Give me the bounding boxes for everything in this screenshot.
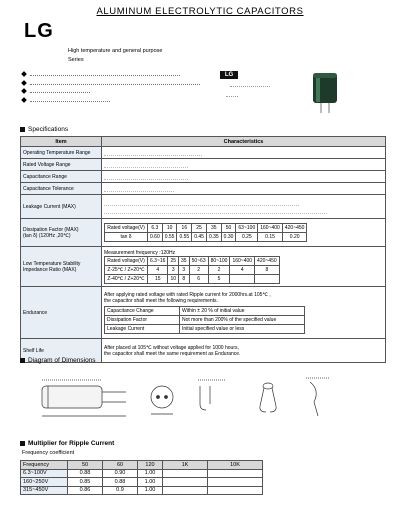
table-cell: 0.20: [282, 233, 307, 242]
series-description-line2: Series: [68, 57, 84, 63]
table-cell: 2: [189, 265, 208, 274]
bullet-icon: [21, 97, 27, 103]
col-characteristics: Characteristics: [102, 137, 386, 147]
dissipation-factor-table: Rated voltage(V) 6.3 10 16 25 35 50 63~100 160~400 420~450 tan δ 0.60 0.55 0.55 0.45 0.35 0.30 0.25 0.15 0.20: [104, 223, 307, 242]
low-temp-table: Rated voltage(V) 6.3~16 25 35 50~63 80~100 160~400 420~450 Z-25℃ / Z+20℃ 4 3 3 2 2 4 8 Z-40℃ / Z+20℃ 15 10 8 6 5: [104, 256, 280, 284]
table-cell: 420~450: [255, 256, 280, 265]
section-marker-icon: [20, 441, 25, 446]
row-shelf-life: Shelf Life: [21, 339, 102, 363]
table-cell: 6.3~16: [148, 256, 168, 265]
table-row: 6.3~100V 0.88 0.90 1.00: [21, 469, 263, 478]
series-badge: LG: [220, 71, 238, 79]
shelf-line1: After placed at 105℃ without voltage applied for 1000 hours,: [104, 344, 239, 351]
dimensions-heading: Diagram of Dimensions: [20, 357, 96, 364]
section-marker-icon: [20, 358, 25, 363]
section-marker-icon: [20, 127, 25, 132]
table-cell: 25: [192, 224, 207, 233]
row-tolerance: Capacitance Tolerance: [21, 183, 102, 195]
row-endurance: Endurance: [21, 287, 102, 339]
table-cell: [230, 274, 255, 283]
table-cell: 3: [179, 265, 190, 274]
table-cell: 160~400: [230, 256, 255, 265]
bullet-icon: [21, 71, 27, 77]
ripple-subheading: Frequency coefficient: [22, 450, 75, 456]
table-cell: 0.30: [221, 233, 236, 242]
table-cell: 35: [206, 224, 221, 233]
shelf-line2: the capacitor shall meet the same requirement as Endurance.: [104, 350, 241, 357]
row-low-temp: Low Temperature Stability Impedance Ratio (MAX): [21, 247, 102, 287]
table-cell: 0.15: [258, 233, 283, 242]
table-cell: 8: [179, 274, 190, 283]
table-row: 160~250V 0.85 0.88 1.00: [21, 478, 263, 487]
table-row: 315~450V 0.86 0.9 1.00: [21, 486, 263, 495]
table-cell: 0.55: [177, 233, 192, 242]
series-description-line1: High temperature and general purpose: [68, 48, 163, 54]
specifications-heading: Specifications: [20, 126, 68, 133]
capacitor-photo: [310, 72, 340, 114]
table-cell: 420~450: [282, 224, 307, 233]
ripple-multiplier-table: Frequency 50 60 120 1K 10K 6.3~100V 0.88 0.90 1.00 160~250V 0.85 0.88 1.00 315~450V 0.86 0.9 1.00: [20, 460, 263, 495]
series-description: [68, 47, 162, 65]
dimension-diagrams: [30, 372, 370, 428]
measurement-frequency-note: Measurement frequency :120Hz: [104, 249, 176, 256]
table-cell: 0.55: [162, 233, 177, 242]
row-rated-voltage: Rated Voltage Range: [21, 159, 102, 171]
table-cell: 50: [221, 224, 236, 233]
table-cell: 3: [168, 265, 179, 274]
table-cell: 10: [168, 274, 179, 283]
table-cell: 4: [230, 265, 255, 274]
endurance-line2: the capacitor shall meet the following requirements.: [104, 297, 218, 304]
endurance-line1: After applying rated voltage with rated Ripple current for 2000hrs.at 105℃ ,: [104, 291, 271, 298]
capacitor-front-view: [151, 386, 173, 414]
table-cell: 8: [255, 265, 280, 274]
series-code: LG: [24, 20, 54, 42]
ripple-heading: Multiplier for Ripple Current: [20, 440, 114, 447]
bent-lead-view: [260, 378, 330, 416]
feature-item: [22, 87, 200, 96]
feature-item: [22, 79, 200, 88]
specifications-table: [20, 136, 386, 363]
table-cell: 0.60: [148, 233, 163, 242]
bullet-icon: [21, 89, 27, 95]
table-cell: 63~100: [236, 224, 258, 233]
lead-forming-view: [198, 380, 226, 410]
table-cell: [255, 274, 280, 283]
table-cell: 4: [148, 265, 168, 274]
table-cell: 2: [208, 265, 230, 274]
table-cell: 160~400: [258, 224, 283, 233]
table-cell: 10: [162, 224, 177, 233]
table-cell: 0.45: [192, 233, 207, 242]
capacitor-side-view: [42, 380, 126, 416]
table-cell: 5: [208, 274, 230, 283]
feature-item: [22, 70, 200, 79]
table-cell: 80~100: [208, 256, 230, 265]
col-item: Item: [21, 137, 102, 147]
feature-list: [22, 70, 200, 104]
row-dissipation: Dissipation Factor (MAX) (tan δ) (120Hz ,20℃): [21, 219, 102, 247]
table-cell: 16: [177, 224, 192, 233]
table-cell: 6.3: [148, 224, 163, 233]
feature-item: [22, 96, 200, 105]
row-capacitance: Capacitance Range: [21, 171, 102, 183]
bullet-icon: [21, 80, 27, 86]
document-title: ALUMINUM ELECTROLYTIC CAPACITORS: [96, 6, 304, 17]
table-cell: 0.25: [236, 233, 258, 242]
table-cell: 35: [179, 256, 190, 265]
table-cell: 6: [189, 274, 208, 283]
table-cell: 0.35: [206, 233, 221, 242]
table-cell: 50~63: [189, 256, 208, 265]
row-leakage: Leakage Current (MAX): [21, 195, 102, 219]
table-cell: 25: [168, 256, 179, 265]
table-cell: 15: [148, 274, 168, 283]
row-operating-temp: Operating Temperature Range: [21, 147, 102, 159]
endurance-table: Capacitance Change Within ± 20 % of initial value Dissipation Factor Not more than 200% of the specified value Leakage Current Initial specified value or less: [104, 306, 305, 334]
